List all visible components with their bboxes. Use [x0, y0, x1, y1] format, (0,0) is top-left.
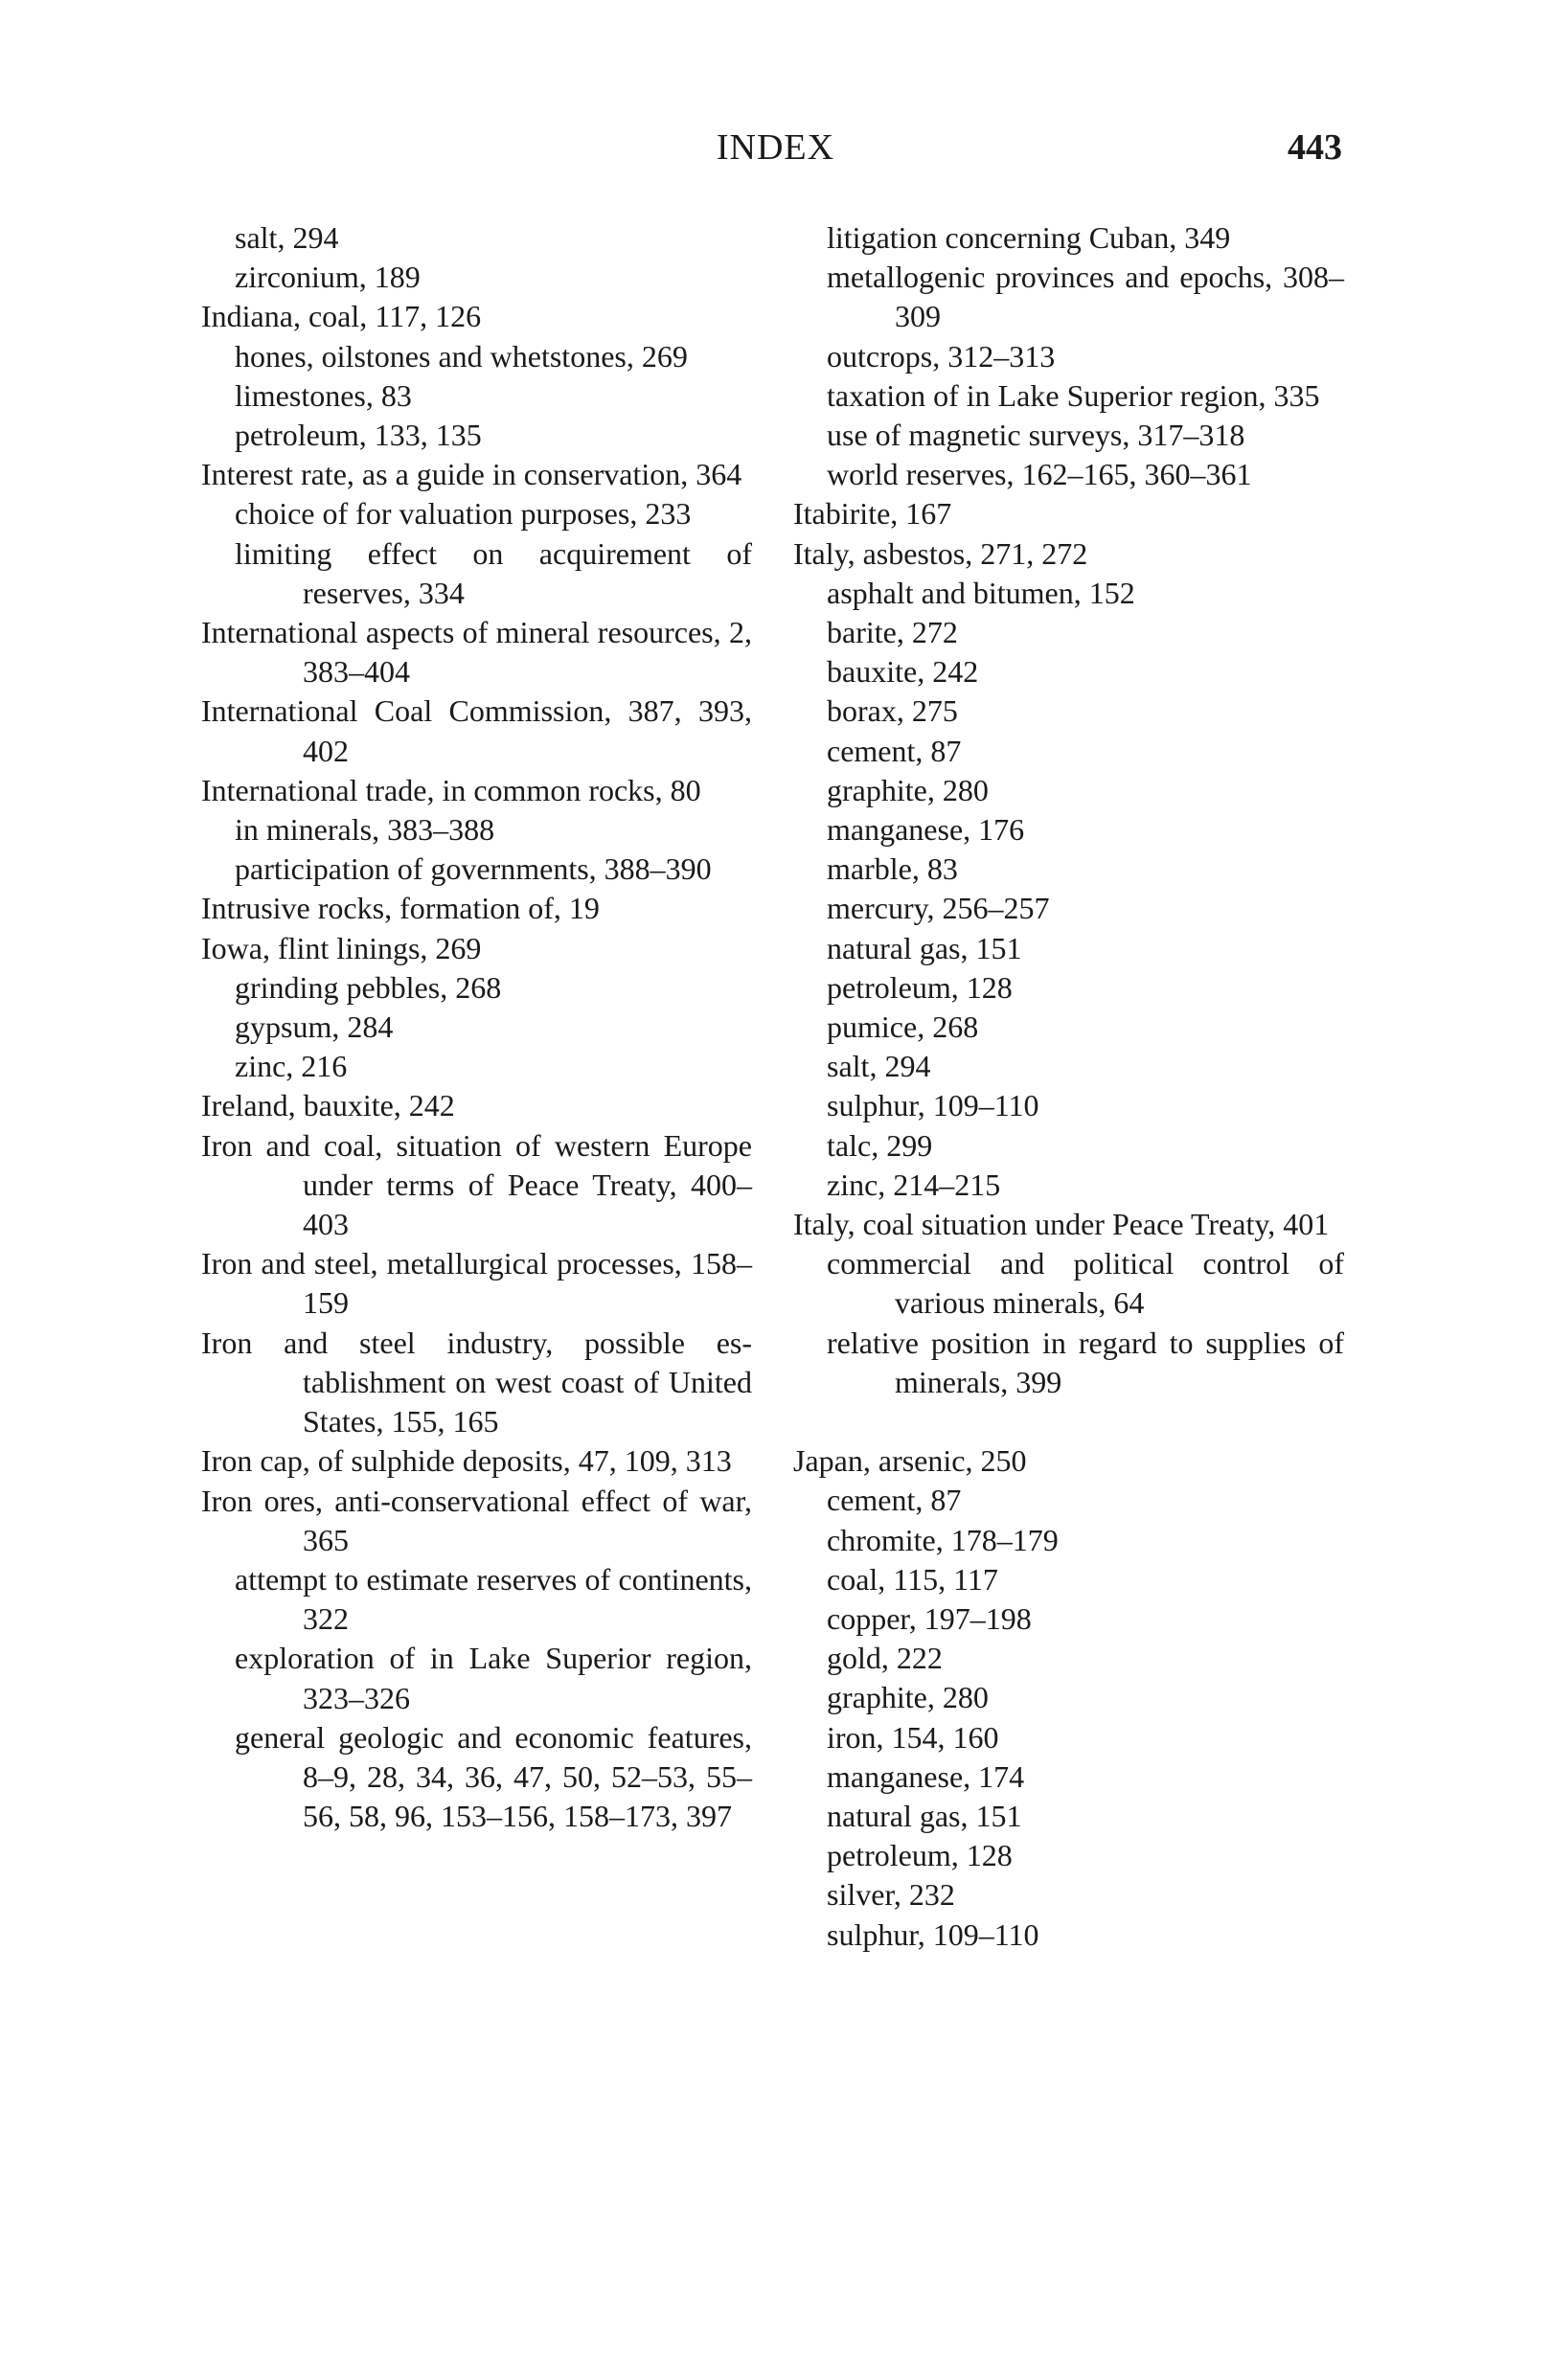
index-subentry: gold, 222	[827, 1641, 943, 1676]
index-column-left	[201, 218, 752, 1836]
index-subentry: chromite, 178–179	[827, 1522, 1059, 1557]
index-subentry: salt, 294	[827, 1049, 931, 1084]
index-subentry: cement, 87	[827, 1483, 962, 1518]
index-entry: Iron and coal, situation of western Europe under terms of Peace Treaty, 400–403	[201, 1127, 752, 1242]
index-subentry: graphite, 280	[827, 772, 989, 807]
running-title: INDEX	[716, 127, 835, 168]
index-entry: Intrusive rocks, formation of, 19	[201, 891, 600, 926]
page-number: 443	[1288, 127, 1342, 168]
index-entry: Ireland, bauxite, 242	[201, 1088, 455, 1123]
index-subentry: sulphur, 109–110	[827, 1916, 1039, 1952]
index-subentry: gypsum, 284	[235, 1009, 394, 1045]
index-subentry: salt, 294	[235, 220, 339, 255]
index-subentry: asphalt and bitumen, 152	[827, 575, 1135, 610]
index-entry: Iron and steel industry, possible establishment on west coast of United States, 155, 165	[201, 1325, 752, 1439]
index-subentry: manganese, 174	[827, 1758, 1025, 1794]
index-subentry: pumice, 268	[827, 1009, 979, 1045]
index-entry: International aspects of mineral resources, 2, 383–404	[201, 615, 752, 690]
index-subentry: commercial and political control of various minerals, 64	[827, 1246, 1344, 1321]
index-subentry: borax, 275	[827, 693, 958, 729]
index-subentry: sulphur, 109–110	[827, 1088, 1039, 1123]
index-entry: Iron cap, of sulphide deposits, 47, 109, 313	[201, 1443, 732, 1479]
index-subentry: zinc, 216	[235, 1049, 348, 1084]
index-entry: Italy, asbestos, 271, 272	[793, 535, 1088, 571]
index-subentry: cement, 87	[827, 733, 962, 768]
index-subentry: petroleum, 133, 135	[235, 418, 482, 453]
running-head	[0, 126, 1551, 184]
index-subentry: coal, 115, 117	[827, 1561, 998, 1597]
index-subentry: world reserves, 162–165, 360–361	[827, 457, 1252, 492]
index-subentry: choice of for valuation purposes, 233	[235, 496, 692, 532]
index-entry: International Coal Commission, 387, 393, 402	[201, 693, 752, 768]
index-subentry: relative position in regard to supplies of minerals, 399	[827, 1325, 1344, 1399]
index-subentry: barite, 272	[827, 615, 958, 650]
index-subentry: manganese, 176	[827, 812, 1025, 848]
index-subentry: taxation of in Lake Superior region, 335	[827, 377, 1320, 413]
index-subentry: hones, oilstones and whetstones, 269	[235, 338, 688, 374]
index-subentry: mercury, 256–257	[827, 891, 1050, 926]
index-subentry: participation of governments, 388–390	[235, 851, 712, 887]
index-entry: Iowa, flint linings, 269	[201, 930, 482, 965]
index-subentry: outcrops, 312–313	[827, 338, 1056, 374]
index-entry: Japan, arsenic, 250	[793, 1443, 1027, 1479]
index-subentry: metallogenic provinces and epochs, 308–309	[827, 260, 1344, 334]
index-subentry: attempt to estimate reserves of continents, 322	[235, 1561, 752, 1637]
index-subentry: zinc, 214–215	[827, 1167, 1001, 1202]
index-entry: Indiana, coal, 117, 126	[201, 299, 482, 334]
index-subentry: limestones, 83	[235, 377, 412, 413]
index-subentry: copper, 197–198	[827, 1600, 1032, 1636]
index-subentry: silver, 232	[827, 1877, 955, 1913]
index-subentry: iron, 154, 160	[827, 1719, 999, 1755]
index-subentry: in minerals, 383–388	[235, 812, 495, 848]
index-subentry: talc, 299	[827, 1127, 933, 1163]
index-subentry: use of magnetic surveys, 317–318	[827, 418, 1245, 453]
section-gap	[793, 1402, 1344, 1441]
index-subentry: general geologic and economic features, 8–9, 28, 34, 36, 47, 50, 52–53, 55–56, 58, 96, 153–156, 158–173, 397	[235, 1719, 752, 1834]
index-subentry: bauxite, 242	[827, 654, 979, 690]
index-subentry: exploration of in Lake Superior region, 323–326	[235, 1641, 752, 1715]
index-subentry: natural gas, 151	[827, 1798, 1022, 1833]
index-entry: International trade, in common rocks, 80	[201, 772, 701, 807]
index-entry: Itabirite, 167	[793, 496, 952, 532]
index-subentry: graphite, 280	[827, 1680, 989, 1715]
index-column-right	[793, 218, 1344, 1955]
index-subentry: natural gas, 151	[827, 930, 1022, 965]
index-subentry: zirconium, 189	[235, 260, 421, 295]
index-entry: Iron and steel, metallurgical processes, 158–159	[201, 1246, 752, 1321]
index-subentry: grinding pebbles, 268	[235, 969, 502, 1005]
index-subentry: petroleum, 128	[827, 1838, 1013, 1873]
index-subentry: litigation concerning Cuban, 349	[827, 220, 1231, 255]
index-subentry: petroleum, 128	[827, 969, 1013, 1005]
index-entry: Interest rate, as a guide in conservation, 364	[201, 457, 742, 492]
index-entry: Italy, coal situation under Peace Treaty, 401	[793, 1207, 1330, 1242]
index-subentry: marble, 83	[827, 851, 958, 887]
index-subentry: limiting effect on acquirement of reserves, 334	[235, 535, 752, 610]
index-entry: Iron ores, anti-conservational effect of war, 365	[201, 1483, 752, 1557]
